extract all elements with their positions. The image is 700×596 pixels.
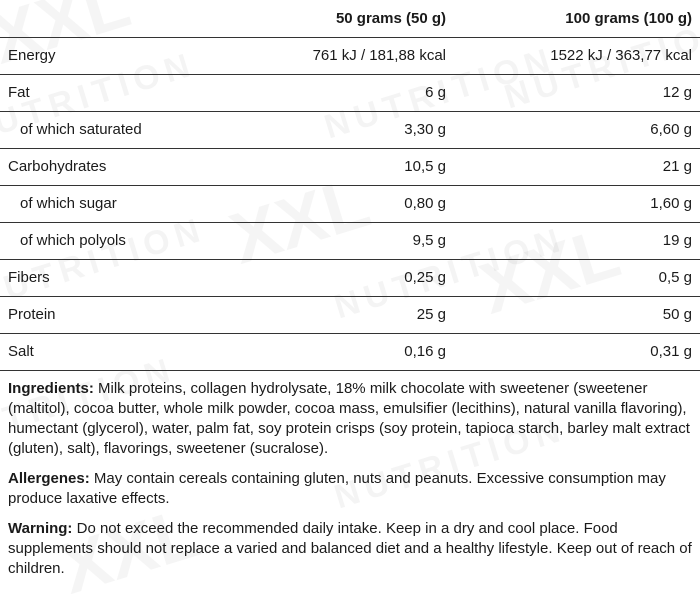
nutrient-name: Fat xyxy=(0,74,240,111)
warning-label: Warning: xyxy=(8,519,73,537)
value-50g: 0,16 g xyxy=(240,333,454,370)
nutrient-name: of which saturated xyxy=(0,111,240,148)
value-50g: 6 g xyxy=(240,74,454,111)
table-row xyxy=(0,74,700,111)
header-100g: 100 grams (100 g) xyxy=(454,0,700,37)
nutrient-name: Salt xyxy=(0,333,240,370)
warning-text: Do not exceed the recommended daily intake. Keep in a dry and cool place. Food supplements should not replace a varied and balanced diet and a healthy lifestyle. Keep out of reach of children. xyxy=(8,519,692,577)
value-100g: 0,5 g xyxy=(454,259,700,296)
table-row xyxy=(0,222,700,259)
value-50g: 0,25 g xyxy=(240,259,454,296)
value-50g: 3,30 g xyxy=(240,111,454,148)
table-header-row xyxy=(0,0,700,37)
value-100g: 6,60 g xyxy=(454,111,700,148)
value-50g: 0,80 g xyxy=(240,185,454,222)
value-50g: 761 kJ / 181,88 kcal xyxy=(240,37,454,74)
value-100g: 21 g xyxy=(454,148,700,185)
header-50g: 50 grams (50 g) xyxy=(240,0,454,37)
nutrient-name: Energy xyxy=(0,37,240,74)
table-row xyxy=(0,37,700,74)
value-50g: 9,5 g xyxy=(240,222,454,259)
value-100g: 12 g xyxy=(454,74,700,111)
value-100g: 1522 kJ / 363,77 kcal xyxy=(454,37,700,74)
value-100g: 1,60 g xyxy=(454,185,700,222)
table-row xyxy=(0,333,700,370)
table-row xyxy=(0,185,700,222)
allergenes-label: Allergenes: xyxy=(8,469,90,487)
value-100g: 19 g xyxy=(454,222,700,259)
table-row xyxy=(0,259,700,296)
product-notes xyxy=(0,371,700,579)
warning-paragraph xyxy=(8,519,692,579)
table-row xyxy=(0,296,700,333)
nutrient-name: Carbohydrates xyxy=(0,148,240,185)
value-100g: 50 g xyxy=(454,296,700,333)
value-50g: 25 g xyxy=(240,296,454,333)
allergenes-paragraph xyxy=(8,469,692,509)
allergenes-text: May contain cereals containing gluten, nuts and peanuts. Excessive consumption may produce laxative effects. xyxy=(8,469,666,507)
table-row xyxy=(0,111,700,148)
value-100g: 0,31 g xyxy=(454,333,700,370)
value-50g: 10,5 g xyxy=(240,148,454,185)
ingredients-label: Ingredients: xyxy=(8,379,94,397)
table-row xyxy=(0,148,700,185)
ingredients-paragraph xyxy=(8,379,692,459)
ingredients-text: Milk proteins, collagen hydrolysate, 18% milk chocolate with sweetener (sweetener (maltitol), cocoa butter, whole milk powder, cocoa mass, emulsifier (lecithins), natural vanilla flavoring), humectant (glycerol), water, palm fat, soy protein crisps (soy protein, tapioca starch, barley malt extract (gluten), salt), flavorings, sweetener (sucralose). xyxy=(8,379,690,457)
nutrient-name: of which polyols xyxy=(0,222,240,259)
nutrient-name: Protein xyxy=(0,296,240,333)
nutrient-name: of which sugar xyxy=(0,185,240,222)
nutrient-name: Fibers xyxy=(0,259,240,296)
header-name xyxy=(0,0,240,37)
